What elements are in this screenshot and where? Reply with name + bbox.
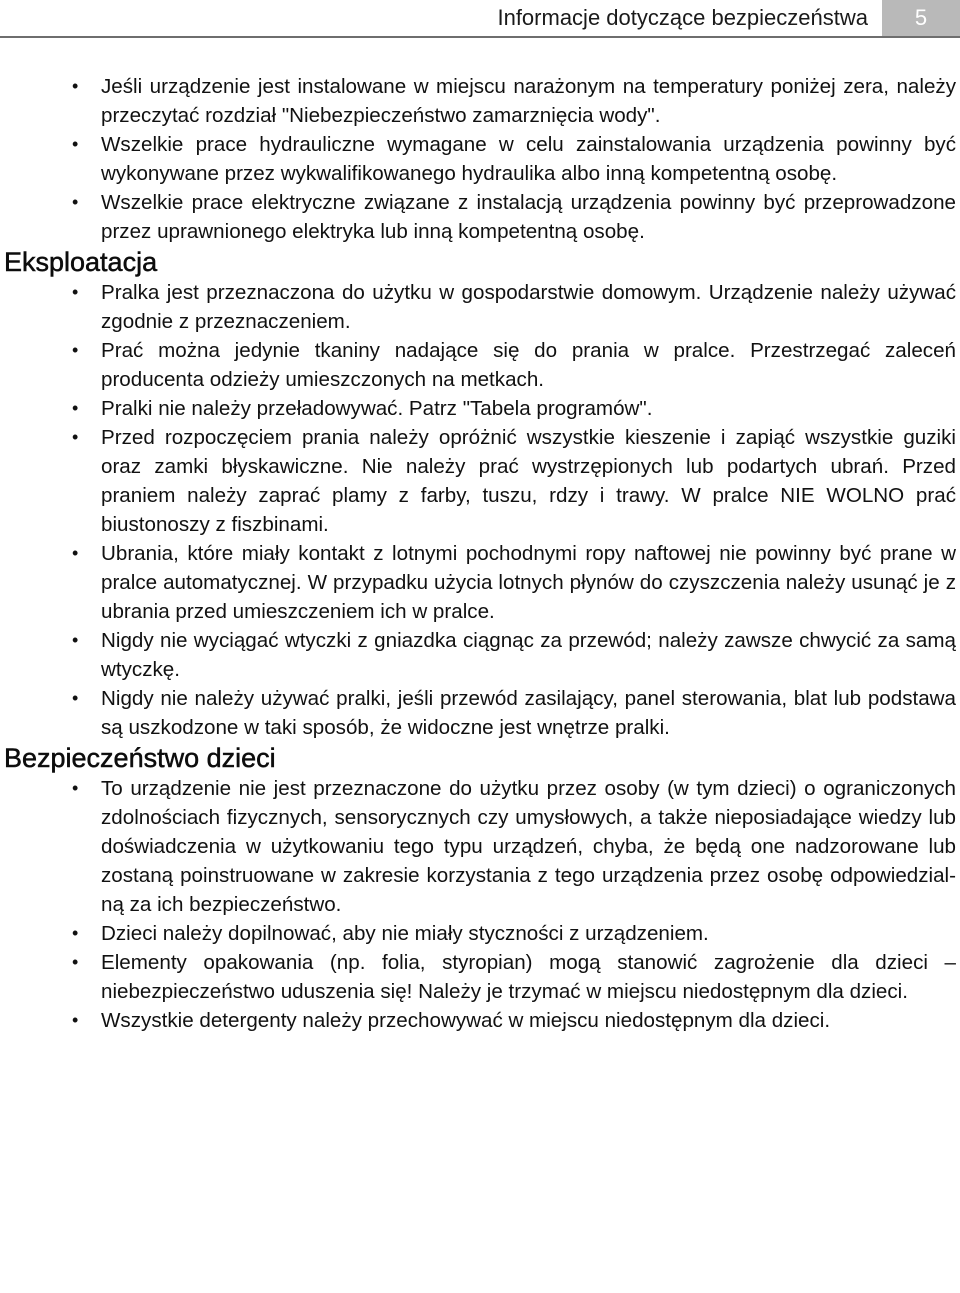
bullet-icon: • — [72, 630, 79, 650]
list-item — [0, 188, 960, 246]
list-item-text: Jeśli urządzenie jest instalowane w miejscu narażonym na temperatury poniżej zera, należy przeczytać rozdział "Niebezpieczeństwo zamarznięcia wody". — [101, 75, 956, 127]
installation-list — [0, 72, 960, 246]
header-title: Informacje dotyczące bezpieczeństwa — [497, 5, 868, 30]
list-item-text: Dzieci należy dopilnować, aby nie miały styczności z urządzeniem. — [101, 922, 709, 945]
list-item — [0, 130, 960, 188]
list-item — [0, 1006, 960, 1035]
list-item-text: Ubrania, które miały kontakt z lotnymi pochodnymi ropy naftowej nie powinny być prane w pralce automatycznej. W przypadku użycia lotnych płynów do czyszczenia należy usunąć je z ubrania przed umieszczeniem ich w pralce. — [101, 542, 956, 623]
list-item-text: To urządzenie nie jest przeznaczone do użytku przez osoby (w tym dzieci) o ograniczonych zdolnościach fizycznych, sensorycznych czy umysłowych, a także nieposiadające wiedzy lub doświadczenia w użytkowaniu tego typu urządzeń, chyba, że będą one nadzorowane lub zostaną poinstruowane w zakresie korzystania z tego urządzenia przez osobę odpowiedzialną za ich bezpieczeństwo. — [101, 777, 956, 916]
bullet-icon: • — [72, 688, 79, 708]
page-number: 5 — [882, 0, 960, 36]
bullet-icon: • — [72, 76, 79, 96]
bullet-icon: • — [72, 340, 79, 360]
list-item-text: Prać można jedynie tkaniny nadające się do prania w pralce. Przestrzegać zaleceń producenta odzieży umieszczonych na metkach. — [101, 339, 956, 391]
list-item-text: Wszelkie prace elektryczne związane z instalacją urządzenia powinny być przeprowadzone przez uprawnionego elektryka lub inną kompetentną osobę. — [101, 191, 956, 243]
header-divider — [0, 36, 960, 38]
bullet-icon: • — [72, 778, 79, 798]
section-heading-operation: Eksploatacja — [4, 247, 158, 277]
list-item — [0, 626, 960, 684]
list-item — [0, 539, 960, 626]
list-item — [0, 919, 960, 948]
page-content — [0, 72, 960, 1035]
bullet-icon: • — [72, 923, 79, 943]
children-list — [0, 774, 960, 1035]
list-item-text: Elementy opakowania (np. folia, styropian) mogą stanowić zagrożenie dla dzieci – niebezpieczeństwo uduszenia się! Należy je trzymać w miejscu niedostępnym dla dzieci. — [101, 951, 956, 1003]
bullet-icon: • — [72, 952, 79, 972]
operation-list — [0, 278, 960, 742]
bullet-icon: • — [72, 543, 79, 563]
list-item — [0, 684, 960, 742]
list-item-text: Nigdy nie należy używać pralki, jeśli przewód zasilający, panel sterowania, blat lub podstawa są uszkodzone w taki sposób, że widoczne jest wnętrze pralki. — [101, 687, 956, 739]
bullet-icon: • — [72, 134, 79, 154]
list-item — [0, 394, 960, 423]
list-item — [0, 948, 960, 1006]
bullet-icon: • — [72, 1010, 79, 1030]
list-item-text: Wszelkie prace hydrauliczne wymagane w celu zainstalowania urządzenia powinny być wykonywane przez wykwalifikowanego hydraulika albo inną kompetentną osobę. — [101, 133, 956, 185]
list-item — [0, 423, 960, 539]
list-item-text: Pralka jest przeznaczona do użytku w gospodarstwie domowym. Urządzenie należy używać zgodnie z przeznaczeniem. — [101, 281, 956, 333]
section-heading-children: Bezpieczeństwo dzieci — [4, 743, 276, 773]
bullet-icon: • — [72, 192, 79, 212]
list-item-text: Przed rozpoczęciem prania należy opróżnić wszystkie kieszenie i zapiąć wszystkie guziki oraz zamki błyskawiczne. Nie należy prać wystrzępionych lub podartych ubrań. Przed praniem należy zaprać plamy z farby, tuszu, rdzy i trawy. W pralce NIE WOLNO prać biustonoszy z fiszbinami. — [101, 426, 956, 536]
list-item-text: Wszystkie detergenty należy przechowywać w miejscu niedostępnym dla dzieci. — [101, 1009, 831, 1032]
bullet-icon: • — [72, 427, 79, 447]
list-item — [0, 336, 960, 394]
bullet-icon: • — [72, 282, 79, 302]
list-item — [0, 72, 960, 130]
page-header — [0, 0, 960, 38]
bullet-icon: • — [72, 398, 79, 418]
list-item — [0, 774, 960, 919]
list-item — [0, 278, 960, 336]
list-item-text: Pralki nie należy przeładowywać. Patrz "Tabela programów". — [101, 397, 653, 420]
list-item-text: Nigdy nie wyciągać wtyczki z gniazdka ciągnąc za przewód; należy zawsze chwycić za samą wtyczkę. — [101, 629, 956, 681]
